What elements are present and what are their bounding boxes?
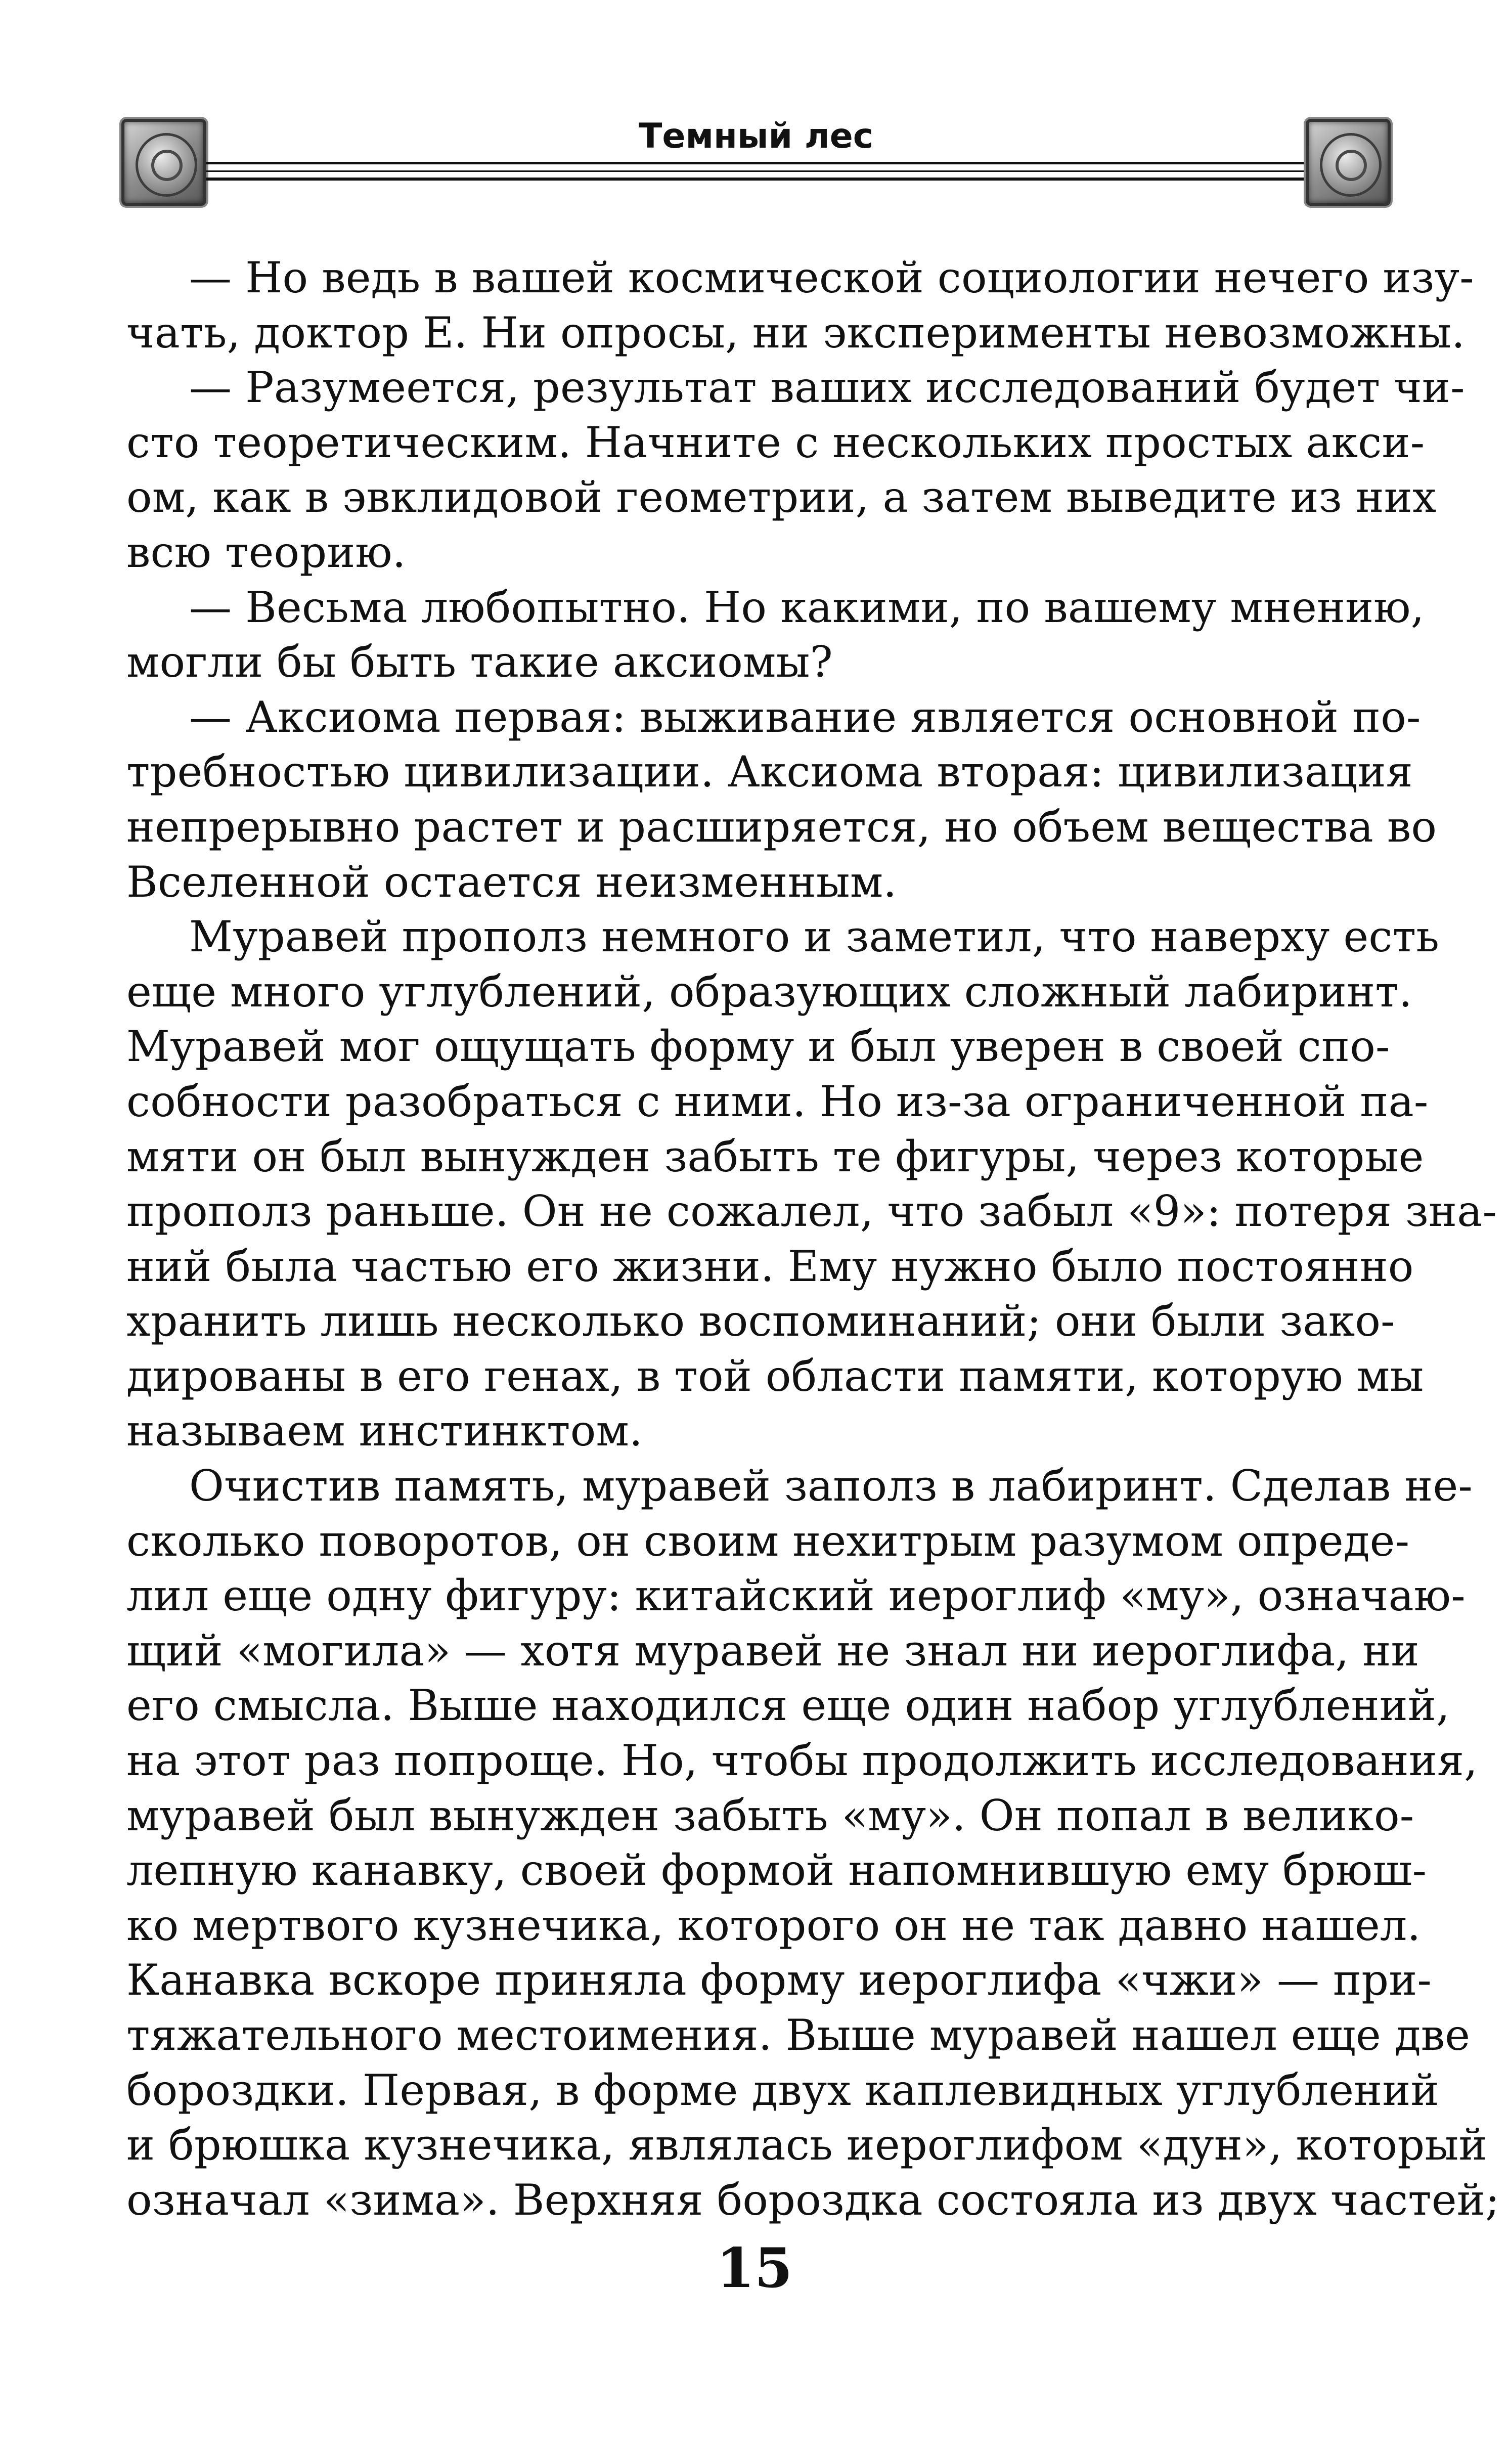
body-text xyxy=(126,250,1500,2227)
text-line: дированы в его генах, в той области памяти, которую мы xyxy=(126,1351,1424,1401)
text-line: — Но ведь в вашей космической социологии нечего изу- xyxy=(189,253,1474,302)
text-line: еще много углублений, образующих сложный лабиринт. xyxy=(126,966,1412,1017)
text-line: — Разумеется, результат ваших исследований будет чи- xyxy=(189,363,1465,413)
text-line: непрерывно растет и расширяется, но объем вещества во xyxy=(126,802,1437,852)
paragraph xyxy=(126,250,1474,360)
paragraph xyxy=(126,909,1497,1459)
text-line: ко мертвого кузнечика, которого он не так давно нашел. xyxy=(126,1900,1421,1950)
text-line: Муравей мог ощущать форму и был уверен в своей спо- xyxy=(126,1022,1390,1072)
text-line: лил еще одну фигуру: китайский иероглиф «му», означаю- xyxy=(126,1571,1466,1621)
text-line: лепную канавку, своей формой напомнившую ему брюш- xyxy=(126,1845,1427,1896)
text-line: и брюшка кузнечика, являлась иероглифом «дун», который xyxy=(126,2120,1487,2170)
paragraph xyxy=(126,580,1425,690)
text-line: требностью цивилизации. Аксиома вторая: цивилизация xyxy=(126,747,1413,797)
paragraph xyxy=(126,1459,1500,2227)
text-line: чать, доктор Е. Ни опросы, ни эксперименты невозможны. xyxy=(126,307,1466,358)
paragraph xyxy=(126,360,1465,580)
text-line: — Весьма любопытно. Но какими, по вашему мнению, xyxy=(189,582,1425,632)
header-rule xyxy=(206,162,1306,164)
text-line: тяжательного местоимения. Выше муравей нашел еще две xyxy=(126,2010,1471,2060)
text-line: хранить лишь несколько воспоминаний; они были зако- xyxy=(126,1296,1395,1346)
text-line: Очистив память, муравей заполз в лабиринт. Сделав не- xyxy=(189,1461,1473,1511)
text-line: Вселенной остается неизменным. xyxy=(126,857,897,907)
header-rule xyxy=(206,170,1306,172)
text-line: мяти он был вынужден забыть те фигуры, через которые xyxy=(126,1131,1424,1181)
header-rule xyxy=(206,178,1306,181)
text-line: прополз раньше. Он не сожалел, что забыл «9»: потеря зна- xyxy=(126,1186,1497,1237)
text-line: собности разобраться с ними. Но из-за ограниченной па- xyxy=(126,1076,1429,1126)
running-title: Темный лес xyxy=(121,114,1391,159)
text-line: ом, как в эвклидовой геометрии, а затем выведите из них xyxy=(126,472,1437,522)
text-line: муравей был вынужден забыть «му». Он попал в велико- xyxy=(126,1790,1414,1840)
text-line: щий «могила» — хотя муравей не знал ни иероглифа, ни xyxy=(126,1625,1419,1676)
text-line: ний была частью его жизни. Ему нужно было постоянно xyxy=(126,1241,1414,1291)
text-line: Канавка вскоре приняла форму иероглифа «чжи» — при- xyxy=(126,1955,1432,2005)
text-line: сколько поворотов, он своим нехитрым разумом опреде- xyxy=(126,1516,1410,1566)
page-number: 15 xyxy=(716,2236,793,2300)
running-header xyxy=(121,114,1391,215)
text-line: означал «зима». Верхняя бороздка состояла из двух частей; xyxy=(126,2175,1500,2225)
text-line: сто теоретическим. Начните с нескольких простых акси- xyxy=(126,417,1425,467)
text-line: могли бы быть такие аксиомы? xyxy=(126,637,833,687)
header-ornament-right xyxy=(1306,119,1391,206)
text-line: — Аксиома первая: выживание является основной по- xyxy=(189,692,1421,742)
text-line: его смысла. Выше находился еще один набор углублений, xyxy=(126,1681,1450,1731)
text-line: бороздки. Первая, в форме двух каплевидных углублений xyxy=(126,2065,1439,2115)
text-line: на этот раз попроще. Но, чтобы продолжить исследования, xyxy=(126,1736,1478,1786)
text-line: Муравей прополз немного и заметил, что наверху есть xyxy=(189,912,1440,962)
paragraph xyxy=(126,690,1437,909)
text-line: называем инстинктом. xyxy=(126,1406,643,1456)
text-line: всю теорию. xyxy=(126,527,406,577)
